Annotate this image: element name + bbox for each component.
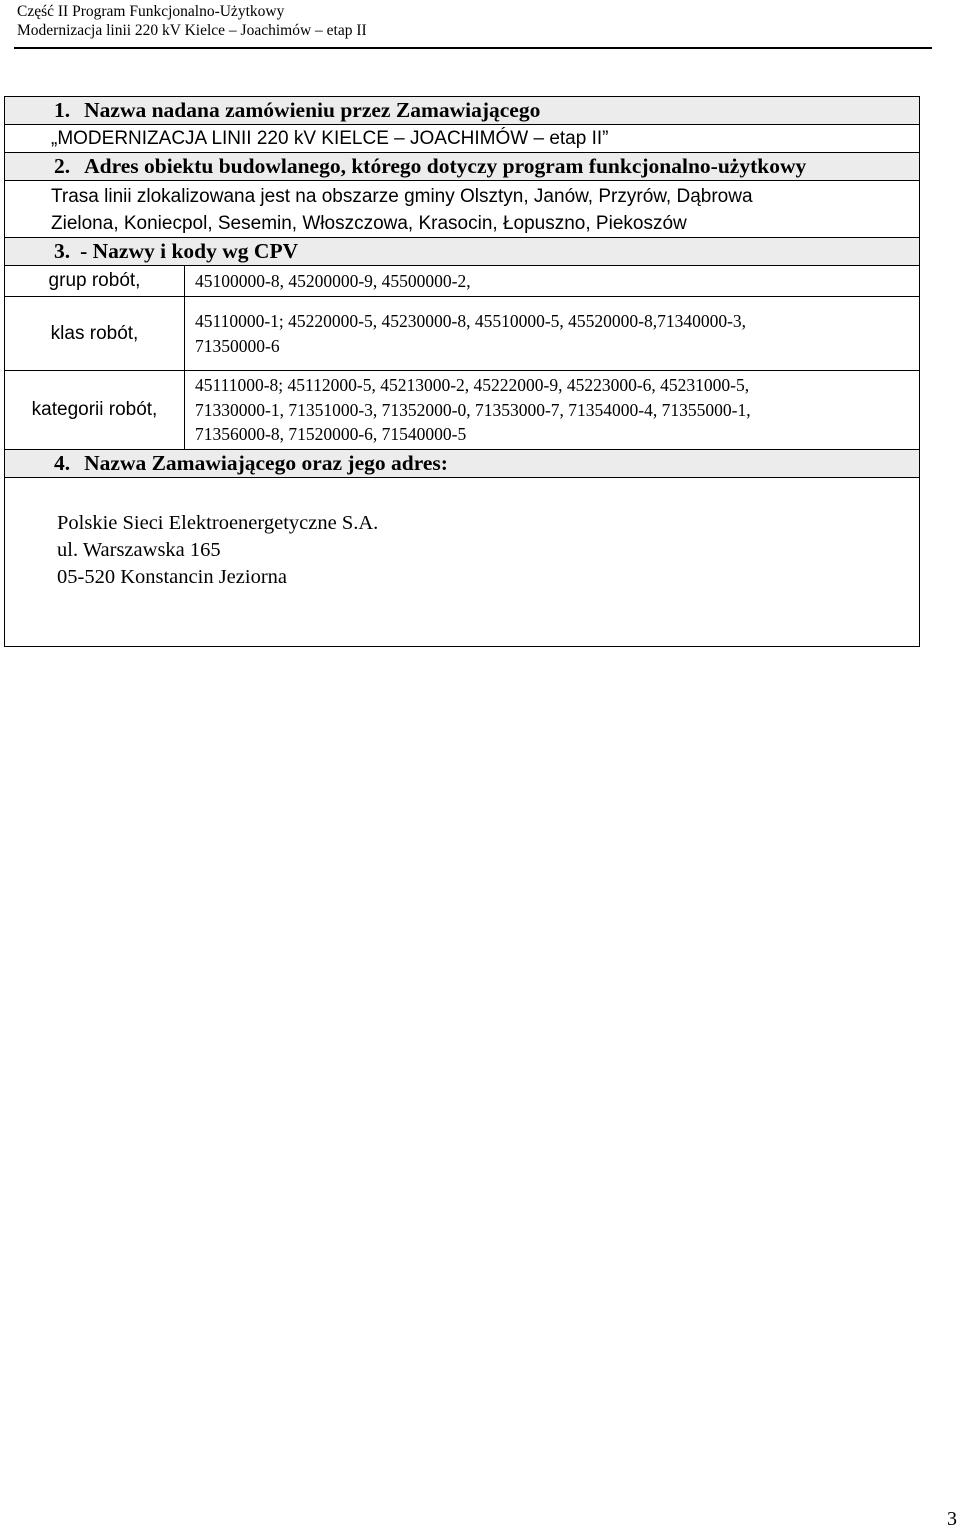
section-4-heading	[5, 450, 920, 478]
cpv-label: klas robót,	[5, 297, 185, 371]
cpv-value	[185, 371, 920, 450]
client-city: 05-520 Konstancin Jeziorna	[57, 566, 287, 588]
header-line-2: Modernizacja linii 220 kV Kielce – Joachimów – etap II	[17, 22, 367, 39]
cpv-value-line: 45111000-8; 45112000-5, 45213000-2, 45222000-9, 45223000-6, 45231000-5,	[195, 375, 750, 396]
cpv-row	[5, 371, 920, 450]
section-1-heading-row	[5, 97, 920, 125]
section-2-value-row	[5, 181, 920, 238]
section-1-value-row	[5, 125, 920, 153]
page-number: 3	[947, 1508, 957, 1530]
section-1-heading	[5, 97, 920, 125]
section-2-heading-text: Adres obiektu budowlanego, którego dotyczy program funkcjonalno-użytkowy	[84, 154, 807, 178]
cpv-value-line: 45100000-8, 45200000-9, 45500000-2,	[195, 270, 471, 291]
order-name: „MODERNIZACJA LINII 220 kV KIELCE – JOACHIMÓW – etap II”	[5, 125, 920, 153]
cpv-value-line: 71330000-1, 71351000-3, 71352000-0, 71353000-7, 71354000-4, 71355000-1,	[195, 399, 751, 420]
cpv-value	[185, 266, 920, 297]
cpv-row	[5, 266, 920, 297]
section-3-number: 3.	[54, 239, 71, 263]
section-3-heading	[5, 238, 920, 266]
section-4-heading-row	[5, 450, 920, 478]
section-2-number: 2.	[54, 154, 71, 178]
header-divider	[14, 47, 932, 49]
cpv-label: grup robót,	[5, 266, 185, 297]
client-name: Polskie Sieci Elektroenergetyczne S.A.	[57, 512, 379, 534]
cpv-row	[5, 297, 920, 371]
site-address-line-1: Trasa linii zlokalizowana jest na obszarze gminy Olsztyn, Janów, Przyrów, Dąbrowa	[51, 186, 753, 207]
cpv-value-line: 71350000-6	[195, 335, 280, 356]
section-3-heading-text: - Nazwy i kody wg CPV	[80, 239, 299, 263]
cpv-value	[185, 297, 920, 371]
cpv-value-line: 71356000-8, 71520000-6, 71540000-5	[195, 424, 467, 445]
section-1-number: 1.	[54, 98, 71, 122]
cpv-value-line: 45110000-1; 45220000-5, 45230000-8, 45510000-5, 45520000-8,71340000-3,	[195, 311, 747, 331]
program-info-table	[4, 96, 920, 647]
site-address-line-2: Zielona, Koniecpol, Sesemin, Włoszczowa, Krasocin, Łopuszno, Piekoszów	[51, 213, 687, 234]
section-4-heading-text: Nazwa Zamawiającego oraz jego adres:	[84, 451, 448, 475]
section-2-heading-row	[5, 153, 920, 181]
header-line-1: Część II Program Funkcjonalno-Użytkowy	[17, 3, 285, 20]
section-3-heading-row	[5, 238, 920, 266]
section-2-heading	[5, 153, 920, 181]
section-4-number: 4.	[54, 451, 71, 475]
cpv-label: kategorii robót,	[5, 371, 185, 450]
document-header	[17, 2, 367, 40]
section-1-heading-text: Nazwa nadana zamówieniu przez Zamawiającego	[84, 98, 541, 122]
client-street: ul. Warszawska 165	[57, 539, 221, 561]
client-address	[5, 478, 920, 647]
section-4-value-row	[5, 478, 920, 647]
site-address	[5, 181, 920, 238]
